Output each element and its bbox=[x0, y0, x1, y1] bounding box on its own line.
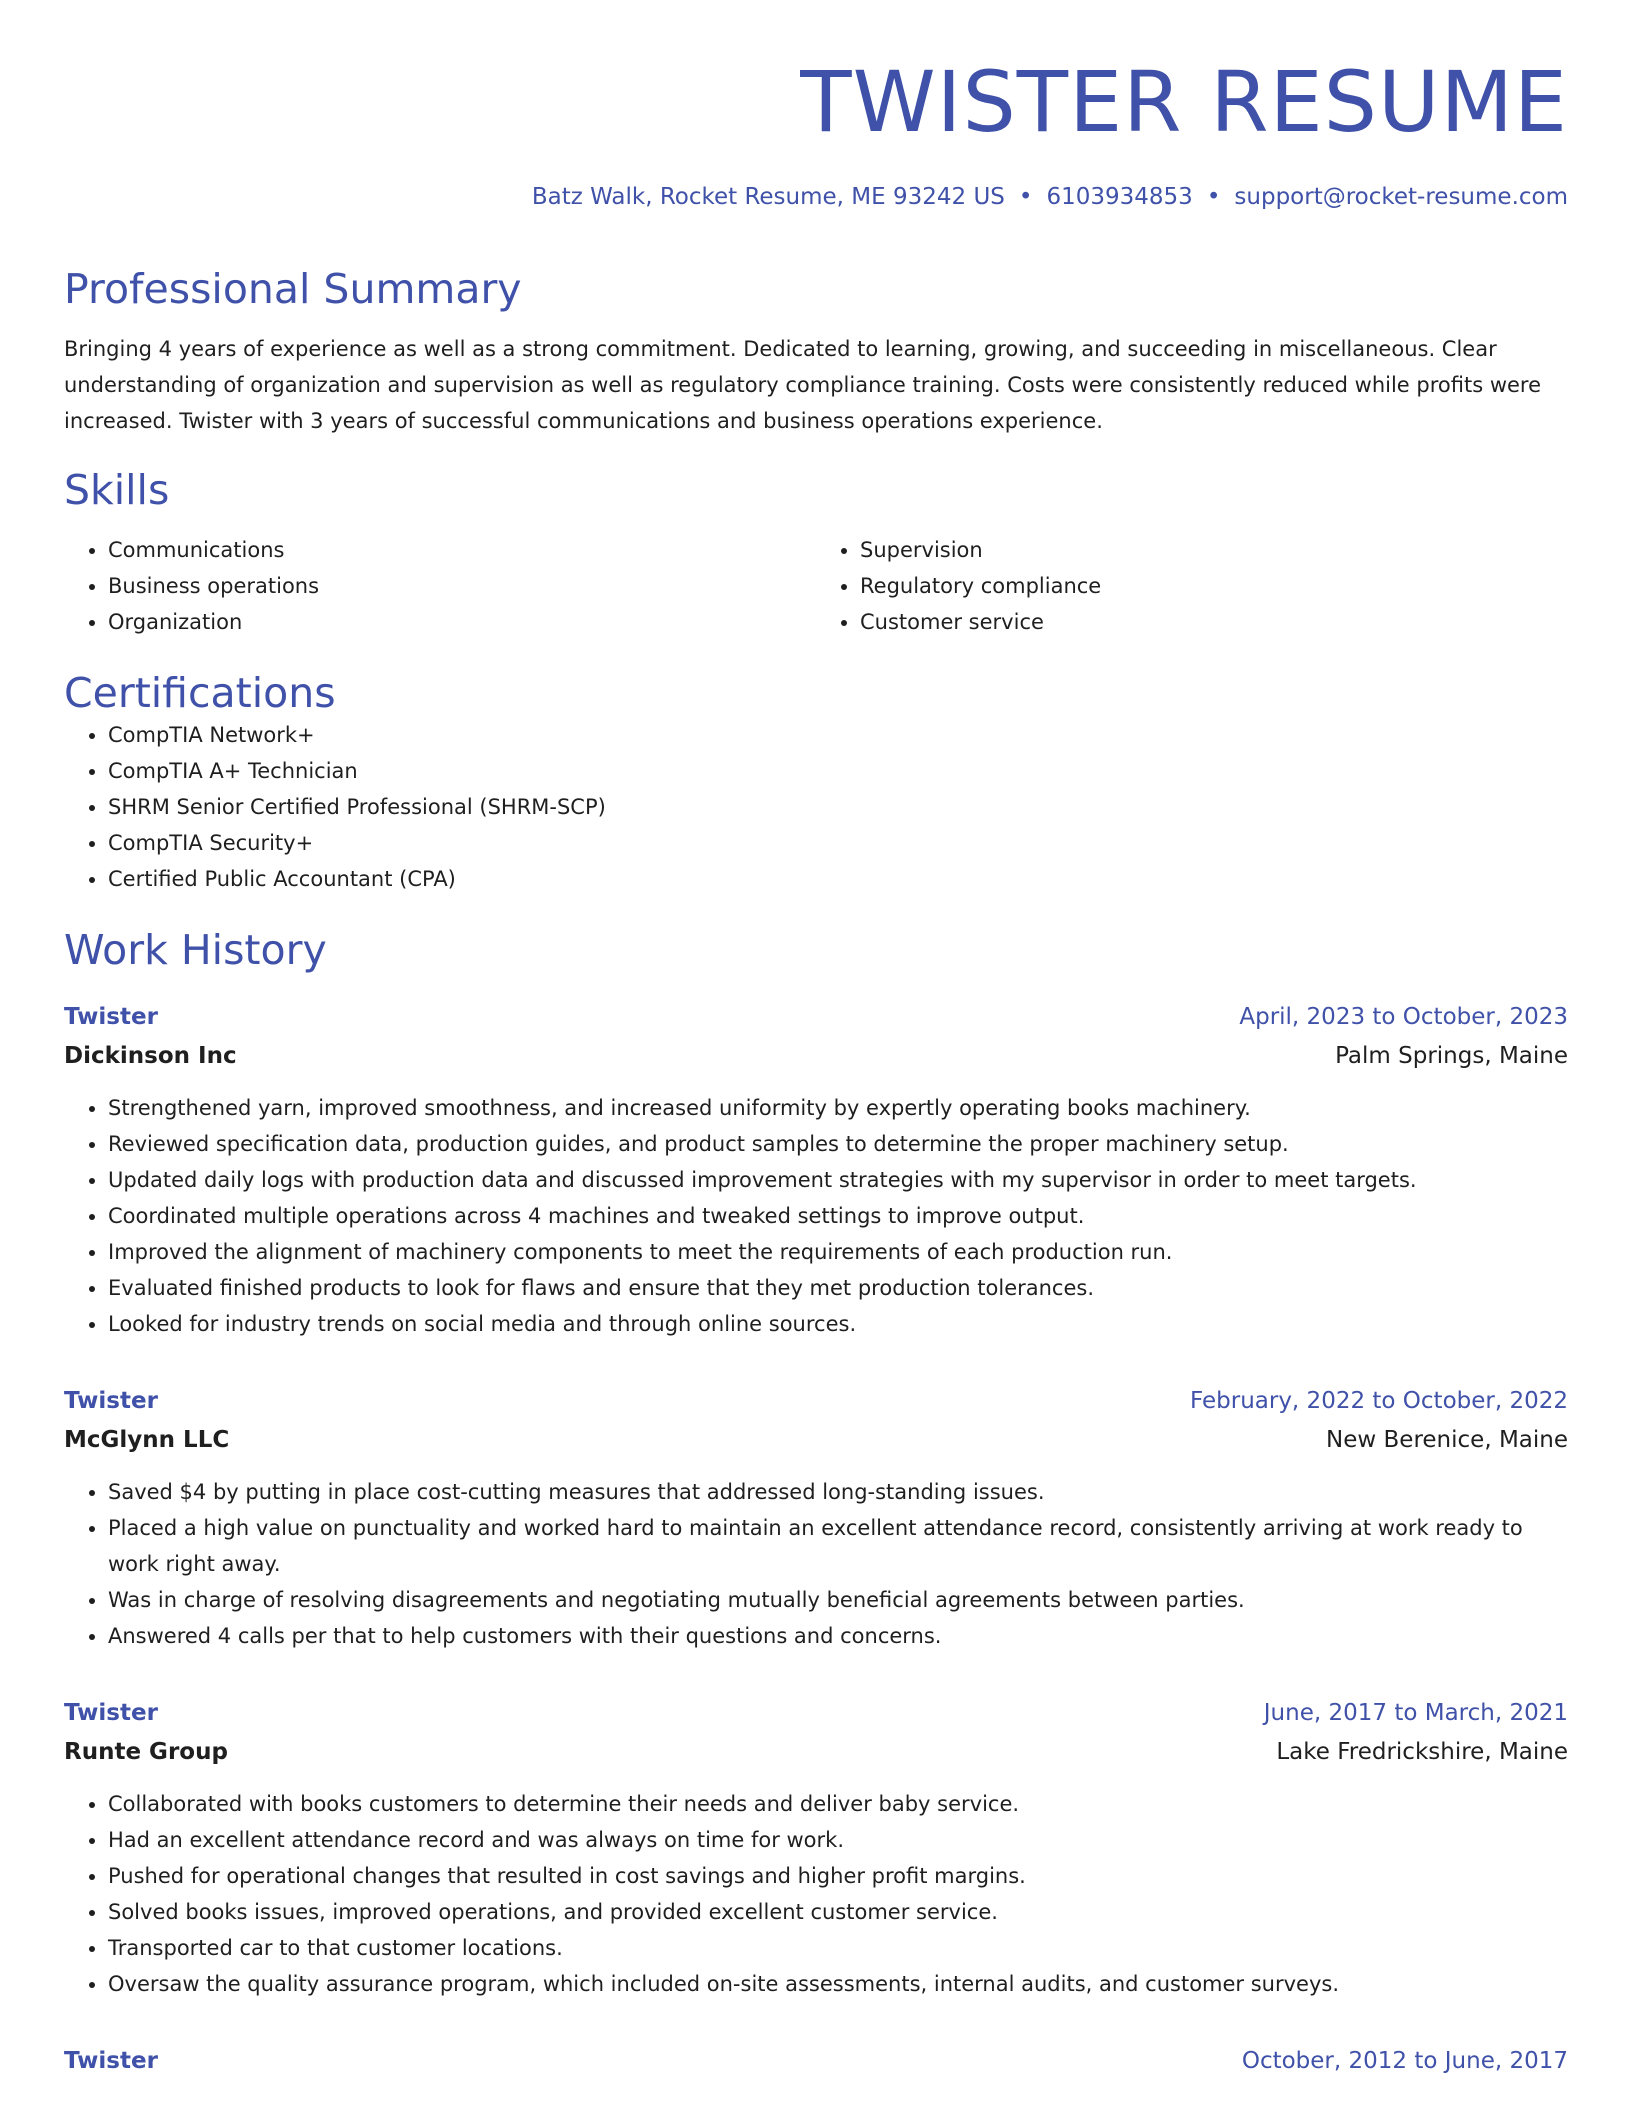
job-title: Twister bbox=[64, 1004, 158, 1031]
skills-column-right bbox=[816, 532, 1568, 640]
job-bullet: • Transported car to that customer locations. bbox=[108, 1930, 1568, 1966]
certification-item: • CompTIA Network+ bbox=[108, 717, 1568, 753]
job-dates: February, 2022 to October, 2022 bbox=[1190, 1388, 1568, 1415]
resume-name: TWISTER RESUME bbox=[800, 53, 1568, 151]
email-link[interactable]: support@rocket-resume.com bbox=[1234, 184, 1568, 210]
resume-page bbox=[64, 0, 1568, 2080]
job-bullet: • Coordinated multiple operations across 4 machines and tweaked settings to improve output. bbox=[108, 1198, 1568, 1234]
job-bullet: • Looked for industry trends on social media and through online sources. bbox=[108, 1306, 1568, 1342]
job-bullet: • Strengthened yarn, improved smoothness, and increased uniformity by expertly operating books machinery. bbox=[108, 1090, 1568, 1126]
job-bullet: • Answered 4 calls per that to help customers with their questions and concerns. bbox=[108, 1618, 1568, 1654]
contact-line bbox=[64, 184, 1568, 212]
skills-heading: Skills bbox=[64, 465, 170, 514]
skill-item: • Regulatory compliance bbox=[860, 568, 1568, 604]
job-title: Twister bbox=[64, 1700, 158, 1727]
job-bullet: • Was in charge of resolving disagreements and negotiating mutually beneficial agreements between parties. bbox=[108, 1582, 1568, 1618]
summary-text: Bringing 4 years of experience as well as a strong commitment. Dedicated to learning, growing, and succeeding in miscellaneous. Clear understanding of organization and supervision as well as regulatory compliance training. Costs were consistently reduced while profits were increased. Twister with 3 years of successful communications and business operations experience. bbox=[64, 336, 1542, 433]
job-company: Dickinson Inc bbox=[64, 1043, 237, 1070]
job-dates: June, 2017 to March, 2021 bbox=[1263, 1700, 1568, 1727]
skills-list bbox=[64, 532, 1568, 640]
certification-item: • Certified Public Accountant (CPA) bbox=[108, 861, 1568, 897]
work-history-heading: Work History bbox=[64, 926, 327, 975]
certification-item: • CompTIA A+ Technician bbox=[108, 753, 1568, 789]
job-bullet: • Solved books issues, improved operations, and provided excellent customer service. bbox=[108, 1894, 1568, 1930]
phone: 6103934853 bbox=[1046, 184, 1193, 210]
job-bullet: • Pushed for operational changes that resulted in cost savings and higher profit margins. bbox=[108, 1858, 1568, 1894]
address: Batz Walk, Rocket Resume, ME 93242 US bbox=[531, 184, 1005, 210]
job-dates: October, 2012 to June, 2017 bbox=[1241, 2048, 1568, 2075]
skill-item: • Communications bbox=[108, 532, 816, 568]
job-bullet: • Updated daily logs with production data and discussed improvement strategies with my supervisor in order to meet targets. bbox=[108, 1162, 1568, 1198]
job-entry bbox=[64, 998, 1568, 1342]
summary-heading: Professional Summary bbox=[64, 264, 522, 313]
job-bullet: • Oversaw the quality assurance program, which included on-site assessments, internal audits, and customer surveys. bbox=[108, 1966, 1568, 2002]
job-bullet: • Placed a high value on punctuality and worked hard to maintain an excellent attendance record, consistently arriving at work ready to work right away. bbox=[108, 1510, 1568, 1582]
skill-item: • Business operations bbox=[108, 568, 816, 604]
job-bullet: • Collaborated with books customers to determine their needs and deliver baby service. bbox=[108, 1786, 1568, 1822]
job-bullet: • Evaluated finished products to look for flaws and ensure that they met production tolerances. bbox=[108, 1270, 1568, 1306]
job-entry bbox=[64, 1694, 1568, 2002]
certifications-list bbox=[64, 717, 1568, 897]
skill-item: • Supervision bbox=[860, 532, 1568, 568]
skill-item: • Customer service bbox=[860, 604, 1568, 640]
certification-item: • CompTIA Security+ bbox=[108, 825, 1568, 861]
job-company: Runte Group bbox=[64, 1739, 228, 1766]
job-location: New Berenice, Maine bbox=[1326, 1427, 1568, 1454]
job-entry bbox=[64, 2042, 1568, 2080]
job-bullets bbox=[64, 1786, 1568, 2002]
job-bullet: • Improved the alignment of machinery components to meet the requirements of each production run. bbox=[108, 1234, 1568, 1270]
job-bullet: • Reviewed specification data, production guides, and product samples to determine the proper machinery setup. bbox=[108, 1126, 1568, 1162]
job-bullet: • Saved $4 by putting in place cost-cutting measures that addressed long-standing issues. bbox=[108, 1474, 1568, 1510]
job-location: Palm Springs, Maine bbox=[1335, 1043, 1568, 1070]
skills-column-left bbox=[64, 532, 816, 640]
job-title: Twister bbox=[64, 2048, 158, 2075]
job-location: Lake Fredrickshire, Maine bbox=[1276, 1739, 1568, 1766]
job-bullets bbox=[64, 1090, 1568, 1342]
certification-item: • SHRM Senior Certified Professional (SHRM-SCP) bbox=[108, 789, 1568, 825]
job-title: Twister bbox=[64, 1388, 158, 1415]
contact-separator: • bbox=[1206, 184, 1221, 210]
job-entry bbox=[64, 1382, 1568, 1654]
contact-separator: • bbox=[1018, 184, 1033, 210]
job-dates: April, 2023 to October, 2023 bbox=[1239, 1004, 1568, 1031]
certifications-heading: Certifications bbox=[64, 668, 336, 717]
job-bullets bbox=[64, 1474, 1568, 1654]
job-bullet: • Had an excellent attendance record and was always on time for work. bbox=[108, 1822, 1568, 1858]
skill-item: • Organization bbox=[108, 604, 816, 640]
job-company: McGlynn LLC bbox=[64, 1427, 230, 1454]
